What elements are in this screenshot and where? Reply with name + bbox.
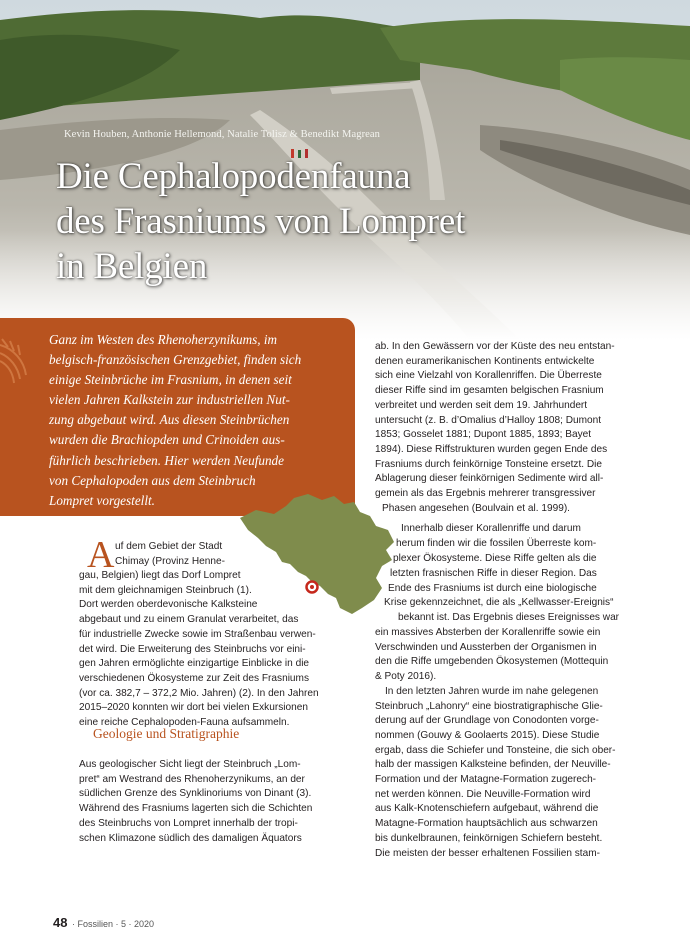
right-column-part1: [375, 340, 615, 516]
text-line: Chimay (Provinz Henne-: [115, 555, 225, 567]
text-line: gen Jahren ermöglichte einzigartige Einblicke in die: [79, 658, 310, 670]
text-line: 2015–2020 konnten wir dort bei vielen Exkursionen: [79, 702, 308, 714]
text-line: & Poty 2016).: [375, 671, 437, 683]
text-line: mit dem gleichnamigen Steinbruch (1).: [79, 584, 252, 596]
text-line: aus Kalk-Knotenschiefern aufgebaut, während die: [375, 803, 599, 815]
text-line: (vor ca. 382,7 – 372,2 Mio. Jahren) (2). In den Jahren: [79, 687, 319, 699]
text-line: den die Riffe umgebenden Ökosystemen (Mottequin: [375, 656, 609, 668]
title-line: in Belgien: [56, 246, 208, 287]
text-line: Ende des Frasniums ist durch eine biologische: [388, 583, 597, 594]
text-line: dieser Riffe sind im gesamten belgischen Frasnium: [375, 385, 604, 397]
section-heading: Geologie und Stratigraphie: [93, 726, 240, 741]
text-line: Frasniums durch feinkörnige Tonsteine ersetzt. Die: [375, 458, 603, 470]
text-line: Dort werden oberdevonische Kalksteine: [79, 599, 258, 611]
text-line: Aus geologischer Sicht liegt der Steinbruch „Lom-: [79, 759, 301, 770]
ammonite-decoration-icon: [0, 335, 40, 395]
text-line: sich eine Vielzahl von Korallenriffen. Die Überreste: [375, 370, 602, 382]
text-line: Phasen angesehen (Boulvain et al. 1999).: [382, 502, 570, 514]
page-footer: [53, 915, 154, 930]
lead-line: Ganz im Westen des Rhenoherzynikums, im: [49, 332, 278, 347]
text-line: südlichen Grenze des Synklinoriums von Dinant (3).: [79, 788, 312, 800]
text-line: det wird. Die Erweiterung des Steinbruchs vor eini-: [79, 643, 306, 655]
text-line: Matagne-Formation hauptsächlich aus schwarzen: [375, 818, 598, 830]
lead-line: zung abgebaut wird. Aus diesen Steinbrüchen: [49, 412, 290, 428]
page-number: 48: [53, 915, 68, 930]
text-line: gemein als das Ergebnis mehrerer transgressiver: [375, 488, 596, 500]
lead-line: belgisch-französischen Grenzgebiet, finden sich: [49, 352, 302, 368]
text-line: Die meisten der besser erhaltenen Fossilien stam-: [375, 847, 600, 859]
text-line: eine reiche Cephalopoden-Fauna aufsammeln.: [79, 717, 290, 729]
text-line: Während des Frasniums lagerten sich die Schichten: [79, 803, 313, 815]
text-line: uf dem Gebiet der Stadt: [115, 541, 223, 552]
text-line: ergab, dass die Schiefer und Tonsteine, die sich ober-: [375, 744, 616, 756]
lead-line: vielen Jahren Kalkstein zur industriellen Nut-: [49, 392, 290, 408]
text-line: plexer Ökosysteme. Diese Riffe gelten als die: [393, 553, 597, 564]
text-line: Innerhalb dieser Korallenriffe und darum: [401, 523, 581, 534]
text-line: 1853; Gosselet 1881; Dupont 1885, 1893; Bayet: [375, 429, 592, 441]
article-authors: Kevin Houben, Anthonie Hellemond, Natalie Tolisz & Benedikt Magrean: [64, 129, 381, 140]
text-line: verbreitet und werden seit dem 19. Jahrhundert: [375, 399, 588, 411]
text-line: Krise gekennzeichnet, die als „Kellwasser-Ereignis“: [384, 597, 614, 608]
lead-line: führlich beschrieben. Hier werden Neufunde: [49, 452, 285, 468]
title-line: des Frasniums von Lompret: [56, 201, 466, 242]
text-line: Formation und der Matagne-Formation zugerech-: [375, 774, 597, 786]
lead-line: wurden die Brachiopden und Crinoiden aus-: [49, 432, 285, 448]
text-line: herum finden wir die fossilen Überreste kom-: [396, 538, 597, 549]
dropcap-letter: A: [87, 534, 115, 576]
text-line: gau, Belgien) liegt das Dorf Lompret: [79, 570, 241, 581]
lead-line: einige Steinbrüche im Frasnium, in denen seit: [49, 372, 292, 388]
lead-paragraph: [49, 330, 337, 511]
text-line: denen euramerikanischen Kontinents entwickelte: [375, 355, 595, 367]
intro-paragraph: [79, 569, 319, 731]
text-line: pret“ am Westrand des Rhenoherzynikums, an der: [79, 773, 305, 785]
text-line: 1894). Diese Riffstrukturen wurden gegen Ende des: [375, 443, 608, 455]
text-line: ab. In den Gewässern vor der Küste des neu entstan-: [375, 341, 615, 352]
text-line: derung auf der Grundlage von Conodonten vorge-: [375, 715, 599, 727]
text-line: letzten frasnischen Riffe in dieser Region. Das: [390, 568, 597, 579]
text-line: untersucht (z. B. d’Omalius d’Halloy 1808; Dumont: [375, 414, 602, 426]
text-line: abgebaut und zu einem Granulat verarbeitet, das: [79, 614, 299, 626]
text-line: bekannt ist. Das Ergebnis dieses Ereignisses war: [398, 612, 620, 623]
text-line: Verschwinden und Aussterben der Organismen in: [375, 641, 597, 653]
text-line: In den letzten Jahren wurde im nahe gelegenen: [385, 685, 599, 697]
article-title: [56, 154, 465, 289]
text-line: Ablagerung dieser feinkörnigen Sedimente wird all-: [375, 473, 604, 485]
title-line: Die Cephalopodenfauna: [56, 156, 411, 197]
lead-line: von Cephalopoden aus dem Steinbruch: [49, 472, 256, 488]
text-line: des Steinbruchs von Lompret innerhalb der tropi-: [79, 817, 298, 829]
text-line: net werden können. Die Neuville-Formation wird: [375, 788, 591, 800]
text-line: bis dunkelbraunen, feinkörnigen Schiefern besteht.: [375, 832, 603, 844]
text-line: ein massives Absterben der Korallenriffe sowie ein: [375, 627, 601, 638]
text-line: für industrielle Zwecke sowie im Straßenbau verwen-: [79, 628, 316, 640]
text-line: Steinbruch „Lahonry“ eine biostratigraphische Glie-: [375, 700, 603, 712]
intro-paragraph-top: [115, 540, 225, 569]
geology-paragraph: [79, 758, 312, 846]
text-line: nommen (Gouwy & Goolaerts 2015). Diese Studie: [375, 729, 600, 741]
text-line: schen Klimazone südlich des damaligen Äquators: [79, 832, 302, 844]
right-column-part2: [375, 626, 616, 861]
text-line: halb der massigen Kalksteine befinden, der Neuville-: [375, 759, 611, 771]
text-line: verschiedenen Ökosysteme zur Zeit des Frasniums: [79, 672, 310, 684]
lead-line: Lompret vorgestellt.: [49, 492, 155, 508]
magazine-issue: · Fossilien · 5 · 2020: [71, 919, 155, 929]
